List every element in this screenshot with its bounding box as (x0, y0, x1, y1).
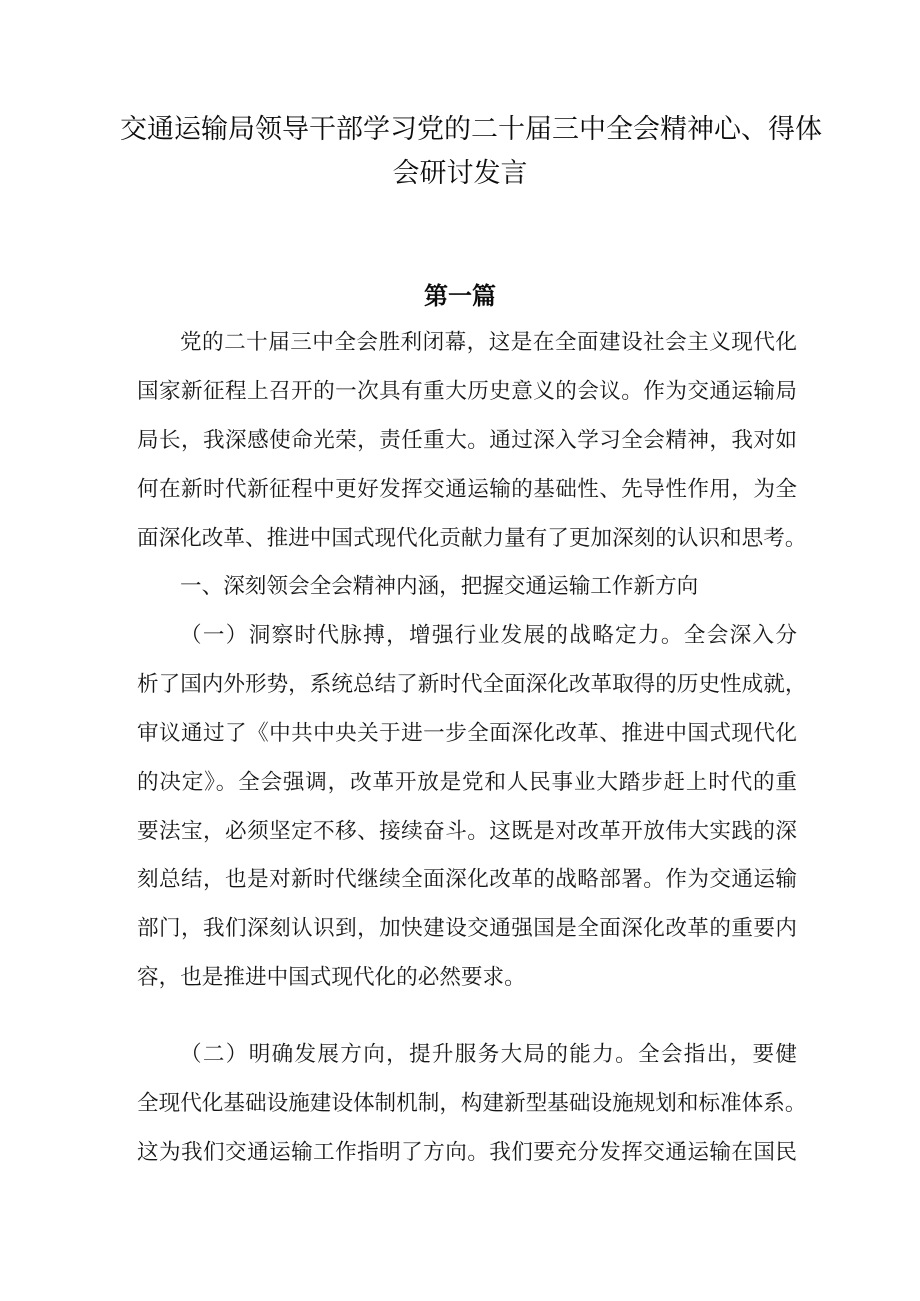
paragraph-line: 部门，我们深刻认识到，加快建设交通强国是全面深化改革的重要内 (137, 916, 797, 942)
paragraph-subsection-one (137, 612, 807, 1003)
document-title (120, 108, 822, 196)
paragraph-line: 何在新时代新征程中更好发挥交通运输的基础性、先导性作用，为全 (137, 476, 797, 502)
paragraph-line: 的决定》。全会强调，改革开放是党和人民事业大踏步赶上时代的重 (137, 769, 797, 795)
title-line-2: 会研讨发言 (392, 158, 528, 189)
paragraph-line: 全现代化基础设施建设体制机制，构建新型基础设施规划和标准体系。 (137, 1090, 807, 1116)
title-line-1: 交通运输局领导干部学习党的二十届三中全会精神心、得体 (120, 114, 822, 145)
paragraph-subsection-two (137, 1031, 807, 1178)
section-heading: 第一篇 (424, 282, 496, 310)
paragraph-line: 局长，我深感使命光荣，责任重大。通过深入学习全会精神，我对如 (137, 427, 797, 453)
paragraph-line: 要法宝，必须坚定不移、接续奋斗。这既是对改革开放伟大实践的深 (137, 818, 797, 844)
paragraph-line: 党的二十届三中全会胜利闭幕，这是在全面建设社会主义现代化 (180, 330, 797, 355)
paragraph-line: 这为我们交通运输工作指明了方向。我们要充分发挥交通运输在国民 (137, 1139, 797, 1165)
paragraph-section-one-heading (137, 563, 797, 612)
paragraph-line: 面深化改革、推进中国式现代化贡献力量有了更加深刻的认识和思考。 (137, 525, 807, 551)
paragraph-line: 容，也是推进中国式现代化的必然要求。 (137, 965, 526, 991)
paragraph-line: （一）洞察时代脉搏，增强行业发展的战略定力。全会深入分 (180, 623, 797, 648)
paragraph-line: 析了国内外形势，系统总结了新时代全面深化改革取得的历史性成就， (137, 671, 807, 697)
paragraph-line: 刻总结，也是对新时代继续全面深化改革的战略部署。作为交通运输 (137, 867, 797, 893)
paragraph-line: 审议通过了《中共中央关于进一步全面深化改革、推进中国式现代化 (137, 720, 797, 746)
paragraph-intro (137, 319, 807, 563)
paragraph-line: （二）明确发展方向，提升服务大局的能力。全会指出，要健 (180, 1042, 797, 1067)
paragraph-line: 一、深刻领会全会精神内涵，把握交通运输工作新方向 (180, 574, 699, 599)
paragraph-line: 国家新征程上召开的一次具有重大历史意义的会议。作为交通运输局 (137, 378, 797, 404)
